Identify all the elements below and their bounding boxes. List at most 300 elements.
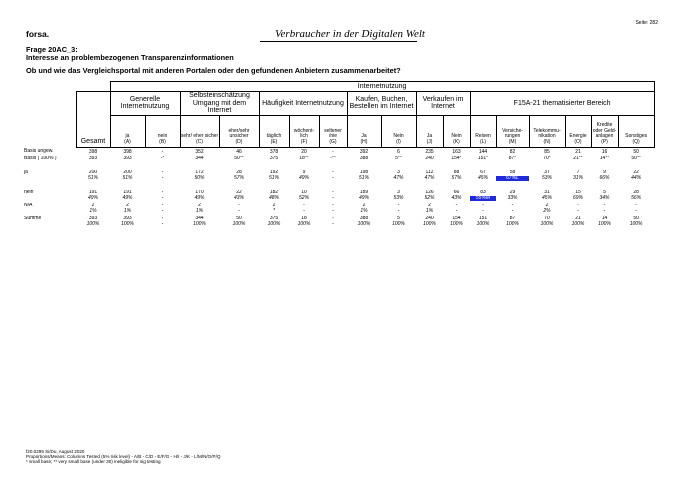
cell-count: 393 [123,156,132,161]
cell-count: 22 [236,190,242,195]
table-cell [145,170,180,190]
cell-percent: 100% [86,220,100,227]
table-cell [443,216,470,229]
cell-percent: 1% [123,207,132,214]
table-cell [496,216,529,229]
table-cell [470,147,496,156]
table-row [22,170,654,190]
column-header: Sonstiges (Q) [618,115,654,147]
cell-count: 2 [545,203,549,208]
table-cell [416,147,443,156]
cell-count: 37 [544,170,550,175]
table-cell [319,147,347,156]
cell-count: 50 [633,148,639,155]
table-cell [496,147,529,156]
table-cell [591,190,618,203]
header-haeufigkeit: Häufigkeit Internetnutzung [259,92,347,116]
cell-count: 388 [359,216,369,221]
table-cell [496,190,529,203]
cell-count: 7 [576,170,580,175]
cell-percent: 100% [571,220,585,227]
table-cell [416,156,443,170]
cell-percent: 1% [195,207,204,214]
cell-percent: 1% [425,207,434,214]
cell-count: - [603,203,606,208]
cell-count: 88 [453,170,460,175]
cell-count: 70* [543,156,551,161]
cell-percent: 52% [424,194,435,201]
cell-percent: 43% [451,194,462,201]
footer-base-note: * small base; ** very small base (under 30) ineligible for sig testing [26,459,161,464]
column-header: seltener /nie (G) [319,115,347,147]
table-cell [591,203,618,216]
cell-count: 170 [195,190,204,195]
cell-count: 200 [123,170,132,175]
cell-count: 189 [359,190,369,195]
table-row [22,216,654,229]
table-cell [180,156,219,170]
cell-count: - [332,190,334,195]
cell-count: 3 [397,170,400,175]
cell-percent: 1% [360,207,368,214]
cell-count: 58 [509,170,516,175]
table-row [22,190,654,203]
column-header: Versiche- rungen (M) [496,115,529,147]
cell-count: 50** [234,156,244,161]
cell-count: 5 [603,190,606,195]
row-label: ja [24,170,28,175]
column-header: Kredite oder Geld- anlagen (P) [591,115,618,147]
cell-count: 154* [451,156,462,161]
table-cell [496,170,529,190]
cell-count: 16 [601,148,608,155]
table-cell [347,156,381,170]
cell-percent: - [397,207,400,214]
cell-count: 15 [575,190,581,195]
table-cell [618,147,654,156]
cell-count: 6 [397,148,400,155]
cell-percent: 100% [267,220,281,227]
cell-count: 191 [123,190,132,195]
cell-count: 163 [452,148,461,155]
cell-count: 151 [478,216,488,221]
header-verkaufen: Verkaufen im Internet [416,92,470,116]
table-cell [219,170,259,190]
cell-percent: 45% [477,174,488,181]
cell-count: -** [330,156,336,161]
cell-percent: 100% [423,220,436,227]
cell-count: 154 [452,216,461,221]
cell-percent: 49% [87,194,98,201]
table-cell [76,156,110,170]
cell-count: 70 [544,216,550,221]
table-cell [416,190,443,203]
column-header: nein (B) [145,115,180,147]
table-cell [565,190,591,203]
table-cell [289,170,319,190]
cell-percent: 2% [543,207,551,214]
table-cell [618,190,654,203]
row-label: N/A [24,203,33,208]
column-header: täglich (E) [259,115,289,147]
table-cell [565,216,591,229]
cell-percent: 100% [392,220,405,227]
cell-count: 87* [508,156,517,161]
cell-percent: - [577,207,579,214]
cell-percent: 45% [541,194,552,201]
table-cell [145,156,180,170]
header-kaufen: Kaufen, Buchen, Bestellen im Internet [347,92,416,116]
table-cell [443,156,470,170]
column-header: Nein (K) [443,115,470,147]
table-cell [529,156,565,170]
table-cell [347,147,381,156]
table-cell [145,216,180,229]
column-header: sehr/ eher sicher (C) [180,115,219,147]
cell-percent: 55%M [470,196,496,202]
table-cell [145,203,180,216]
cell-count: 172 [195,170,204,175]
cell-count: 235 [425,148,434,155]
table-cell [219,203,259,216]
table-cell [470,170,496,190]
table-cell [496,156,529,170]
table-cell [110,216,145,229]
cell-count: -* [160,156,165,161]
table-cell [381,190,416,203]
cell-count: 87 [509,216,516,221]
cell-count: 375 [269,156,279,161]
cell-percent: 100% [357,220,371,227]
cell-count: 2 [198,203,201,208]
cell-count: 388 [359,156,369,161]
cell-count: 2 [362,203,366,208]
cell-percent: 47% [393,174,404,181]
column-header: Energie (O) [565,115,591,147]
cell-count: 50 [236,216,242,221]
cell-percent: - [161,220,164,227]
cell-count: - [332,170,334,175]
cell-count: 192 [269,170,279,175]
cell-percent: 49% [122,194,133,201]
cell-count: 144 [478,148,488,155]
cell-percent: 49% [358,194,369,201]
table-cell [76,190,110,203]
table-cell [618,156,654,170]
cell-percent: 43% [233,194,244,201]
cell-percent: 100% [450,220,463,227]
table-cell [565,170,591,190]
cell-percent: - [161,194,164,201]
cell-percent: 57% [233,174,244,181]
table-cell [565,156,591,170]
cell-count: 392 [359,148,369,155]
table-cell [591,170,618,190]
cell-percent: 100% [121,220,134,227]
cell-count: 5 [397,216,400,221]
table-cell [289,156,319,170]
cell-count: - [161,216,164,221]
cell-count: 22 [633,170,639,175]
cell-percent: - [511,207,514,214]
cell-count: 393 [88,156,98,161]
table-cell [618,216,654,229]
table-cell [76,147,110,156]
table-cell [470,203,496,216]
table-cell [319,203,347,216]
table-cell [416,170,443,190]
table-row [22,203,654,216]
cell-count: 9 [603,170,606,175]
table-cell [381,170,416,190]
cell-percent: - [455,207,458,214]
cell-percent: 53% [393,194,404,201]
cell-count: 21 [575,148,581,155]
cell-count: 9 [302,170,306,175]
cell-count: 3 [397,190,400,195]
table-cell [591,216,618,229]
cell-percent: 100% [476,220,490,227]
cell-count: - [511,203,514,208]
cell-count: 2 [428,203,431,208]
cell-count: 46 [236,148,242,155]
cell-percent: 100% [629,220,643,227]
table-cell [180,147,219,156]
cell-count: 67 [480,170,486,175]
cell-count: 126 [425,190,434,195]
cell-count: 375 [269,216,279,221]
cell-count: 151* [477,156,489,161]
cell-percent: 47% [424,174,435,181]
cell-count: 29 [509,190,516,195]
cell-percent: 1% [89,207,97,214]
table-cell [180,170,219,190]
cell-count: 182 [269,190,279,195]
table-cell [529,216,565,229]
cell-percent: - [161,207,164,214]
table-cell [145,147,180,156]
cell-percent: - [332,194,334,201]
table-cell [618,170,654,190]
table-cell [110,190,145,203]
cell-count: 50** [631,156,641,161]
header-gesamt: Gesamt [76,92,110,148]
page-number: Seite: 282 [635,20,658,26]
table-cell [319,216,347,229]
cell-count: 28 [236,170,242,175]
cell-percent: 49% [194,194,205,201]
table-cell [219,190,259,203]
cell-count: 2 [91,203,95,208]
cell-count: 344 [195,156,204,161]
title-underline [260,41,417,42]
cell-percent: - [332,174,334,181]
table-cell [180,190,219,203]
row-label: Basis ungew. [24,148,54,154]
cell-percent: 44% [631,174,642,181]
cell-percent: 49% [298,174,309,181]
table-cell [259,216,289,229]
table-cell [76,203,110,216]
column-header: wöchent- lich (F) [289,115,319,147]
question-text: Ob und wie das Vergleichsportal mit anderen Portalen oder den gefundenen Anbietern zusammenarbeitet? [26,66,401,75]
table-cell [289,147,319,156]
table-cell [110,170,145,190]
cell-percent: 57% [451,174,462,181]
cell-count: 240 [425,216,434,221]
footer-test-note: Proportions/Means: Columns Tested (5% risk level) - A/B - C/D - E/F/G - H/I - J/K - L/M/N/O/P/Q [26,454,221,459]
table-cell [259,170,289,190]
table-cell [289,203,319,216]
cell-count: 21 [575,216,581,221]
cell-count: 398 [88,148,98,155]
table-cell [110,156,145,170]
cell-count: 10 [301,190,307,195]
column-header: Reisen (L) [470,115,496,147]
cell-percent: - [332,207,334,214]
table-cell [347,190,381,203]
crosstab-table [22,81,655,229]
table-cell [529,190,565,203]
cell-percent: 33% [507,194,518,201]
cell-count: - [161,190,164,195]
cell-count: 393 [88,216,98,221]
cell-percent: 100% [297,220,311,227]
table-cell [591,156,618,170]
cell-count: 191 [88,190,98,195]
cell-count: 198 [359,170,369,175]
cell-percent: - [161,174,164,181]
table-cell [347,170,381,190]
table-cell [219,147,259,156]
table-cell [529,203,565,216]
cell-count: 5** [395,156,402,161]
cell-percent: 100% [193,220,206,227]
cell-percent: - [635,207,637,214]
table-cell [110,147,145,156]
column-header: eher/sehr unsicher (D) [219,115,259,147]
cell-percent: 53% [541,174,552,181]
cell-percent: 100% [232,220,246,227]
cell-count: 398 [123,148,132,155]
cell-percent: 100% [598,220,611,227]
cell-count: 66 [453,190,460,195]
column-header: Nein (I) [381,115,416,147]
table-cell [529,147,565,156]
cell-percent: - [238,207,240,214]
cell-percent: 66% [599,174,610,181]
table-cell [443,170,470,190]
cell-count: 378 [269,148,279,155]
cell-count: 85 [544,148,550,155]
cell-percent: 100% [540,220,554,227]
report-title: Verbraucher in der Digitalen Welt [275,28,425,40]
table-cell [289,216,319,229]
cell-count: 28 [633,190,639,195]
cell-percent: - [303,207,305,214]
cell-count: - [635,203,637,208]
table-cell [618,203,654,216]
cell-count: - [332,216,334,221]
cell-count: 2 [126,203,129,208]
cell-percent: 31% [572,174,583,181]
cell-count: 352 [195,148,204,155]
cell-percent: 51% [358,174,369,181]
table-cell [443,190,470,203]
cell-count: - [161,148,164,155]
table-cell [347,203,381,216]
table-cell [180,203,219,216]
footer-reference: f20.0295 Si/Du, August 2020 [26,449,85,454]
table-cell [319,190,347,203]
cell-count: 14** [599,156,610,161]
cell-count: 2 [272,203,276,208]
cell-percent: 100% [506,220,519,227]
cell-count: 82 [509,148,516,155]
table-cell [219,156,259,170]
cell-count: - [455,203,458,208]
table-cell [381,203,416,216]
cell-count: 344 [195,216,204,221]
cell-count: 20 [301,148,307,155]
cell-count: - [161,203,164,208]
table-cell [381,147,416,156]
table-cell [443,203,470,216]
cell-percent: 67%L [496,176,529,182]
cell-count: 31 [544,190,550,195]
table-cell [259,147,289,156]
cell-count: - [397,203,400,208]
table-cell [319,170,347,190]
header-f15a-bereich: F15A-21 thematisierter Bereich [470,92,654,116]
table-body [22,147,654,229]
cell-percent: 51% [87,174,98,181]
question-topic: Interesse an problembezogenen Transparenzinformationen [26,53,234,62]
forsa-logo: forsa. [26,29,50,39]
cell-count: - [577,203,579,208]
table-cell [565,147,591,156]
row-label: nein [24,190,34,195]
cell-percent: 69% [572,194,583,201]
row-label: Basis ( 100% ) [24,156,57,161]
cell-percent: - [482,207,484,214]
cell-count: 18** [299,156,309,161]
cell-percent: 51% [122,174,133,181]
cell-count: - [332,148,334,155]
table-cell [381,216,416,229]
table-cell [591,147,618,156]
table-cell [289,190,319,203]
table-cell [259,203,289,216]
cell-percent: 48% [268,194,279,201]
table-cell [529,170,565,190]
cell-percent: 51% [268,174,279,181]
cell-percent: 56% [631,194,642,201]
column-header: Telekommu- nikation (N) [529,115,565,147]
cell-percent: 34% [599,194,610,201]
cell-count: 21** [573,156,583,161]
table-cell [110,203,145,216]
table-cell [381,156,416,170]
table-cell [470,216,496,229]
table-cell [496,203,529,216]
cell-count: - [161,170,164,175]
row-label: Summe [24,216,42,221]
cell-count: 50 [633,216,639,221]
header-selbsteinschaetzung: Selbsteinschätzung Umgang mit dem Internet [180,92,259,116]
cell-percent: * [273,207,275,214]
table-row [22,156,654,170]
